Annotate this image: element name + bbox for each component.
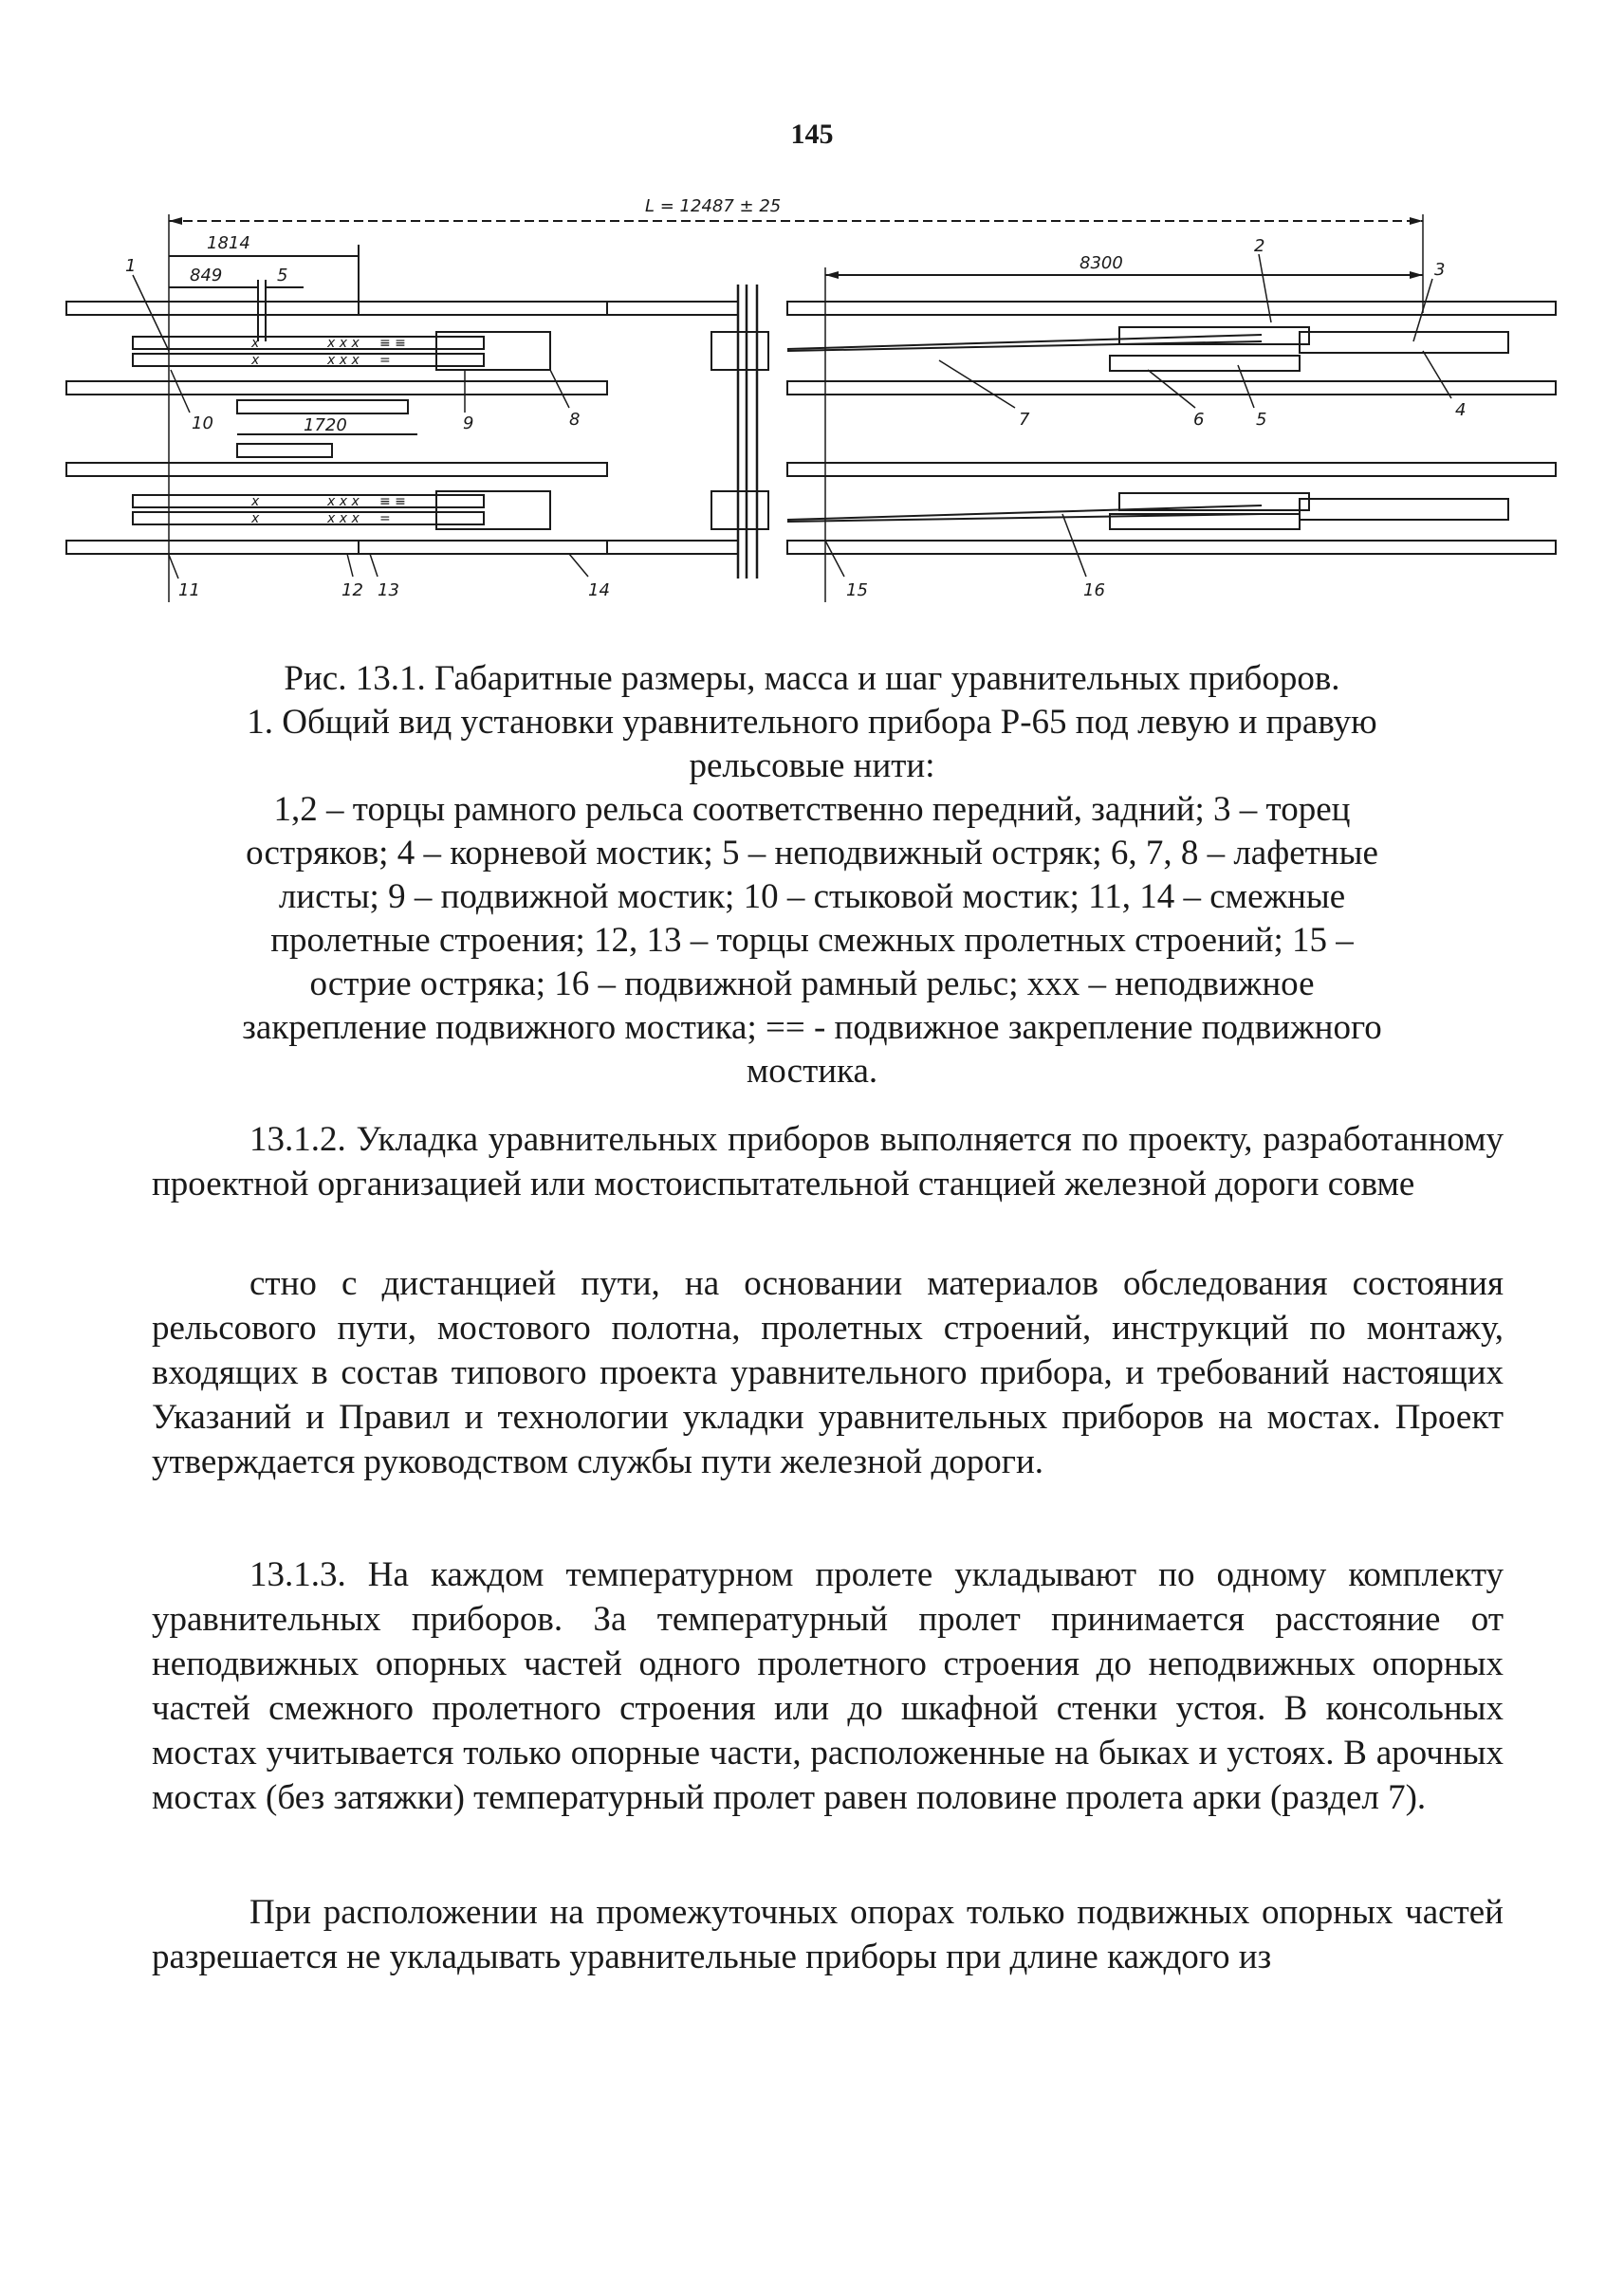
- dim-5: 5: [277, 266, 288, 285]
- svg-text:x: x: [251, 494, 260, 509]
- callout-8: 8: [569, 410, 581, 430]
- callout-12: 12: [341, 580, 363, 600]
- svg-text:x: x: [251, 336, 260, 351]
- callout-2: 2: [1254, 236, 1265, 256]
- figure-caption: [218, 657, 1406, 1093]
- page-number: 145: [790, 119, 834, 150]
- callout-14: 14: [588, 580, 610, 600]
- callout-1: 1: [125, 256, 137, 276]
- dim-1720: 1720: [304, 415, 347, 435]
- svg-text:=: =: [379, 511, 391, 526]
- dim-8300: 8300: [1080, 253, 1123, 273]
- switch-drawing: [57, 180, 1575, 626]
- paragraph-13-1-2: 13.1.2. Укладка уравнительных приборов выполняется по проекту, разработанному проектной организацией или мостоиспытательной станцией железной дороги совме: [152, 1120, 1504, 1203]
- callout-7: 7: [1019, 410, 1030, 430]
- svg-text:≡ ≡: ≡ ≡: [379, 494, 406, 509]
- svg-text:x x x: x x x: [327, 336, 360, 351]
- callout-5: 5: [1256, 410, 1267, 430]
- callout-6: 6: [1193, 410, 1205, 430]
- svg-text:x x x: x x x: [327, 511, 360, 526]
- svg-text:x x x: x x x: [327, 494, 360, 509]
- paragraph-13-1-2-continued: стно с дистанцией пути, на основании материалов обследования состояния рельсового пути, мостового полотна, пролетных строений, инструкций по монтажу, входящих в состав типового проекта уравнительного прибора, и требований настоящих Указаний и Правил и технологии укладки уравнительных приборов на мостах. Проект утверждается руководством службы пути железной дороги.: [152, 1264, 1504, 1481]
- caption-title: Рис. 13.1. Габаритные размеры, масса и шаг уравнительных приборов.: [284, 659, 1340, 698]
- svg-text:x x x: x x x: [327, 353, 360, 368]
- paragraph-bridge-supports: При расположении на промежуточных опорах только подвижных опорных частей разрешается не укладывать уравнительные приборы при длине каждого из: [152, 1893, 1504, 1976]
- svg-text:≡ ≡: ≡ ≡: [379, 336, 406, 351]
- callout-10: 10: [192, 413, 213, 433]
- caption-legend: 1,2 – торцы рамного рельса соответственно передний, задний; 3 – торец остряков; 4 – корневой мостик; 5 – неподвижный остряк; 6, 7, 8 – лафетные листы; 9 – подвижной мостик; 10 – стыковой мостик; 11, 14 – смежные пролетные строения; 12, 13 – торцы смежных пролетных строений; 15 – острие остряка; 16 – подвижной рамный рельс; ххх – неподвижное закрепление подвижного мостика; == - подвижное закрепление подвижного мостика.: [242, 790, 1382, 1091]
- callout-4: 4: [1455, 400, 1467, 420]
- dim-849: 849: [190, 266, 223, 285]
- callout-16: 16: [1083, 580, 1105, 600]
- callout-3: 3: [1434, 260, 1446, 280]
- callout-9: 9: [463, 413, 474, 433]
- svg-text:=: =: [379, 353, 391, 368]
- svg-text:x: x: [251, 353, 260, 368]
- dim-total-length: L = 12487 ± 25: [645, 196, 782, 216]
- dim-1814: 1814: [207, 233, 250, 253]
- caption-subtitle: 1. Общий вид установки уравнительного прибора Р-65 под левую и правую рельсовые нити:: [247, 703, 1377, 785]
- paragraph-13-1-3: 13.1.3. На каждом температурном пролете укладывают по одному комплекту уравнительных приборов. За температурный пролет принимается расстояние от неподвижных опорных частей одного пролетного строения до неподвижных опорных частей смежного пролетного строения или до шкафной стенки устоя. В консольных мостах учитывается только опорные части, расположенные на быках и устоях. В арочных мостах (без затяжки) температурный пролет равен половине пролета арки (раздел 7).: [152, 1555, 1504, 1817]
- callout-11: 11: [178, 580, 200, 600]
- svg-text:x: x: [251, 511, 260, 526]
- callout-13: 13: [378, 580, 399, 600]
- callout-15: 15: [846, 580, 868, 600]
